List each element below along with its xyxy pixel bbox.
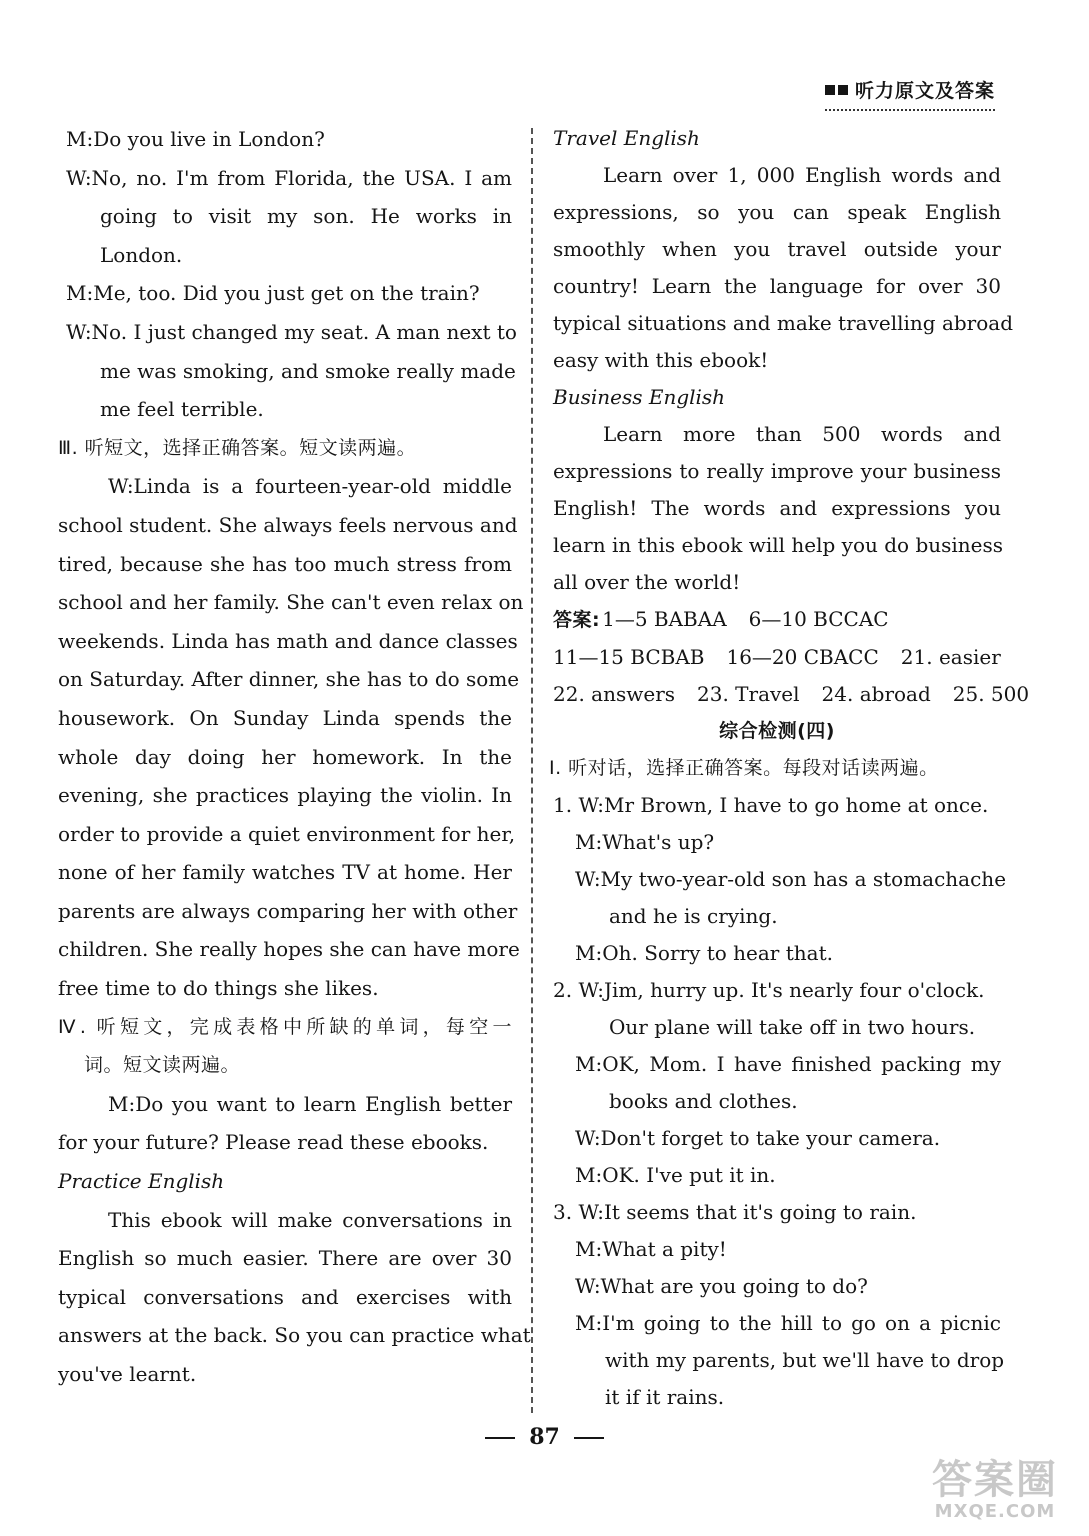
passage-line: free time to do things she likes.: [58, 976, 379, 1001]
answer-group: 6—10 BCCAC: [748, 607, 889, 631]
dialogue-line: me feel terrible.: [100, 397, 264, 422]
watermark-logo: [915, 1458, 1075, 1528]
dialogue-line: W:Don't forget to take your camera.: [575, 1126, 941, 1150]
dialogue-line: Our plane will take off in two hours.: [609, 1015, 976, 1039]
answer-group: 11—15 BCBAB: [553, 645, 705, 669]
passage-line: all over the world!: [553, 570, 741, 594]
header-squares-icon: [825, 85, 848, 95]
watermark-cn: 答案圈: [932, 1457, 1058, 1503]
dialogue-line: it if it rains.: [605, 1385, 725, 1409]
passage-line: easy with this ebook!: [553, 348, 769, 372]
passage-line: children. She really hopes she can have more: [58, 937, 520, 962]
passage-line: smoothly when you travel outside your: [553, 237, 1001, 261]
dialogue-line: books and clothes.: [609, 1089, 798, 1113]
dialogue-line: W:What are you going to do?: [575, 1274, 868, 1298]
dialogue-line: and he is crying.: [609, 904, 778, 928]
passage-line: answers at the back. So you can practice what: [58, 1323, 531, 1348]
dialogue-line: London.: [100, 242, 183, 267]
dialogue-line: M:I'm going to the hill to go on a picnic: [575, 1311, 1001, 1335]
answers-label: 答案:: [553, 609, 601, 631]
dialogue-block: [553, 787, 1007, 1416]
answer-item: 25. 500: [952, 682, 1030, 706]
watermark-url: MXQE.COM: [934, 1501, 1056, 1522]
section-3-passage: [58, 467, 524, 1007]
dialogue-line: 1. W:Mr Brown, I have to go home at once.: [553, 793, 989, 817]
passage-line: none of her family watches TV at home. Her: [58, 860, 512, 885]
passage-line: Learn over 1, 000 English words and: [603, 163, 1001, 187]
passage-line: M:Do you want to learn English better: [108, 1091, 512, 1116]
dialogue-line: going to visit my son. He works in: [100, 204, 512, 229]
passage-line: school student. She always feels nervous and: [58, 512, 518, 537]
passage-line: parents are always comparing her with other: [58, 898, 518, 923]
passage-line: for your future? Please read these ebooks.: [58, 1130, 489, 1155]
passage-line: W:Linda is a fourteen-year-old middle: [108, 474, 512, 499]
passage-line: whole day doing her homework. In the: [58, 744, 512, 769]
passage-line: housework. On Sunday Linda spends the: [58, 705, 512, 730]
passage-line: weekends. Linda has math and dance classes: [58, 628, 518, 653]
dialogue-line: me was smoking, and smoke really made: [100, 358, 516, 383]
travel-english-title: Travel English: [553, 126, 700, 150]
passage-line: school and her family. She can't even relax on: [58, 590, 524, 615]
dialogue-line: W:No, no. I'm from Florida, the USA. I am: [66, 165, 512, 190]
answer-key-line: [553, 639, 1001, 676]
passage-line: learn in this ebook will help you do business: [553, 533, 1004, 557]
dialogue-line: M:What's up?: [575, 830, 715, 854]
passage-line: you've learnt.: [58, 1362, 197, 1386]
passage-line: typical situations and make travelling abroad: [553, 311, 1013, 335]
dialogue-line: M:What a pity!: [575, 1237, 727, 1261]
dialogue-line: M:OK. I've put it in.: [575, 1163, 776, 1187]
page-number-value: 87: [529, 1424, 560, 1450]
dialogue-line: 2. W:Jim, hurry up. It's nearly four o'clock.: [553, 978, 985, 1002]
business-english-title: Business English: [553, 385, 726, 409]
answer-item: 23. Travel: [697, 682, 800, 706]
practice-english-title: Practice English: [58, 1169, 225, 1194]
section-1-heading: Ⅰ. 听对话，选择正确答案。每段对话读两遍。: [549, 757, 939, 779]
answer-group: 16—20 CBACC: [726, 645, 879, 669]
section-4-heading-cont: 词。短文读两遍。: [84, 1054, 241, 1077]
right-column: [549, 120, 1030, 1416]
answer-key-line: [553, 676, 1030, 713]
page-number-dash-right: [574, 1437, 604, 1439]
answer-item: 21. easier: [900, 645, 1001, 669]
passage-line: evening, she practices playing the violin. In: [58, 783, 512, 808]
section-4-heading: Ⅳ. 听短文，完成表格中所缺的单词，每空一: [58, 1015, 512, 1038]
dialogue-line: W:No. I just changed my seat. A man next to: [66, 319, 517, 344]
column-divider: [531, 128, 533, 1413]
answer-group: 1—5 BABAA: [602, 607, 727, 631]
answer-key-line: [553, 601, 1001, 639]
page-number-dash-left: [485, 1437, 515, 1439]
dialogue-line: M:Do you live in London?: [66, 127, 325, 151]
passage-line: This ebook will make conversations in: [108, 1207, 512, 1232]
passage-line: on Saturday. After dinner, she has to do some: [58, 667, 520, 692]
answer-item: 24. abroad: [821, 682, 931, 706]
dialogue-line: M:Me, too. Did you just get on the train?: [66, 281, 480, 306]
passage-line: country! Learn the language for over 30: [553, 274, 1001, 298]
travel-english-passage: [553, 157, 1013, 379]
passage-line: Learn more than 500 words and: [603, 422, 1001, 446]
passage-line: English so much easier. There are over 30: [58, 1246, 512, 1271]
passage-line: typical conversations and exercises with: [58, 1284, 512, 1309]
section-3-heading: Ⅲ. 听短文，选择正确答案。短文读两遍。: [58, 436, 417, 459]
passage-line: expressions to really improve your business: [553, 459, 1001, 483]
section-title: 综合检测(四): [719, 720, 835, 742]
running-header: [825, 76, 995, 111]
dialogue-line: with my parents, but we'll have to drop: [605, 1348, 1005, 1372]
dialogue-line: M:Oh. Sorry to hear that.: [575, 941, 833, 965]
page-number: [0, 1424, 1089, 1450]
passage-line: English! The words and expressions you: [553, 496, 1001, 520]
dialogue-line: 3. W:It seems that it's going to rain.: [553, 1200, 917, 1224]
answer-item: 22. answers: [553, 682, 676, 706]
dialogue-line: M:OK, Mom. I have finished packing my: [575, 1052, 1001, 1076]
dialogue-line: W:My two-year-old son has a stomachache: [575, 867, 1007, 891]
business-english-passage: [553, 416, 1004, 601]
header-title: 听力原文及答案: [854, 80, 995, 102]
left-column: [58, 120, 531, 1394]
practice-english-passage: [58, 1201, 531, 1394]
passage-line: expressions, so you can speak English: [553, 200, 1001, 224]
passage-line: order to provide a quiet environment for her,: [58, 821, 516, 846]
passage-line: tired, because she has too much stress from: [58, 551, 512, 576]
